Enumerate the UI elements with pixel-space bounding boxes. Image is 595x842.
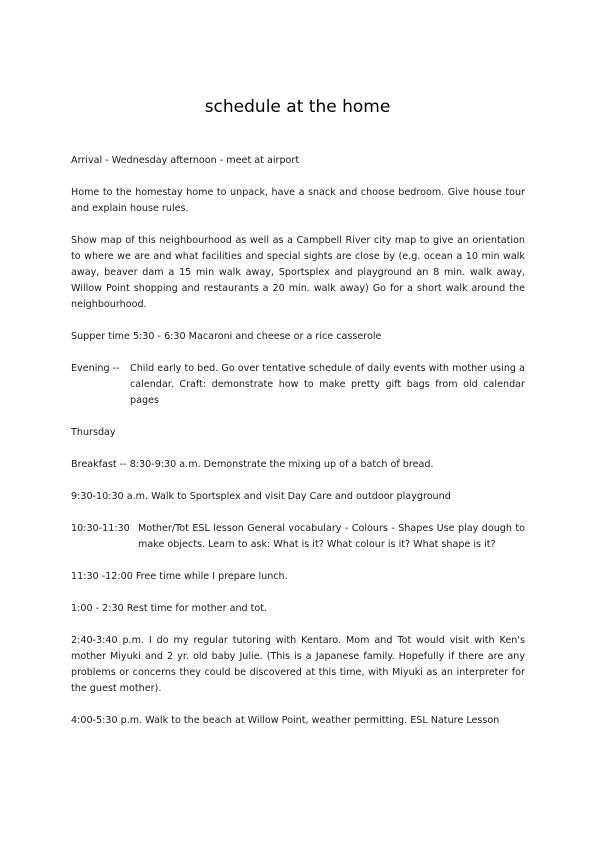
evening-label: Evening -- — [71, 363, 120, 374]
paragraph-home: Home to the homestay home to unpack, have a snack and choose bedroom. Give house tour and explain house rules. — [71, 187, 525, 214]
paragraph-evening — [71, 361, 525, 409]
paragraph-breakfast: Breakfast -- 8:30-9:30 a.m. Demonstrate the mixing up of a batch of bread. — [71, 459, 434, 470]
paragraph-rest: 1:00 - 2:30 Rest time for mother and tot. — [71, 603, 268, 614]
paragraph-map: Show map of this neighbourhood as well as a Campbell River city map to give an orientation to where we are and what facilities and special sights are close by (e.g. ocean a 10 min walk away, beaver dam a 15 min walk away, Sportsplex and playground an 8 min. walk away, Willow Point shopping and restaurants a 20 min. walk away) Go for a short walk around the neighbourhood. — [71, 235, 525, 310]
paragraph-sportsplex: 9:30-10:30 a.m. Walk to Sportsplex and visit Day Care and outdoor playground — [71, 491, 451, 502]
paragraph-tutoring: 2:40-3:40 p.m. I do my regular tutoring with Kentaro. Mom and Tot would visit with Ken's mother Miyuki and 2 yr. old baby Julie. (This is a Japanese family. Hopefully if there are any problems or concerns they could be discovered at this time, with Miyuki as an interpreter for the guest mother). — [71, 635, 525, 694]
lesson-text: Mother/Tot ESL lesson General vocabulary - Colours - Shapes Use play dough to make objects. Learn to ask: What is it? What colour is it? What shape is it? — [138, 523, 525, 550]
evening-text: Child early to bed. Go over tentative schedule of daily events with mother using a calendar. Craft: demonstrate how to make pretty gift bags from old calendar pages — [130, 363, 525, 406]
document-title: schedule at the home — [204, 97, 391, 117]
document-body — [71, 153, 525, 745]
paragraph-freetime: 11:30 -12:00 Free time while I prepare lunch. — [71, 571, 288, 582]
lesson-label: 10:30-11:30 — [71, 523, 130, 534]
paragraph-arrival: Arrival - Wednesday afternoon - meet at airport — [71, 155, 300, 166]
paragraph-beach: 4:00-5:30 p.m. Walk to the beach at Willow Point, weather permitting. ESL Nature Lesson — [71, 715, 500, 726]
paragraph-lesson — [71, 521, 525, 553]
paragraph-supper: Supper time 5:30 - 6:30 Macaroni and cheese or a rice casserole — [71, 331, 382, 342]
paragraph-thursday: Thursday — [71, 427, 116, 438]
